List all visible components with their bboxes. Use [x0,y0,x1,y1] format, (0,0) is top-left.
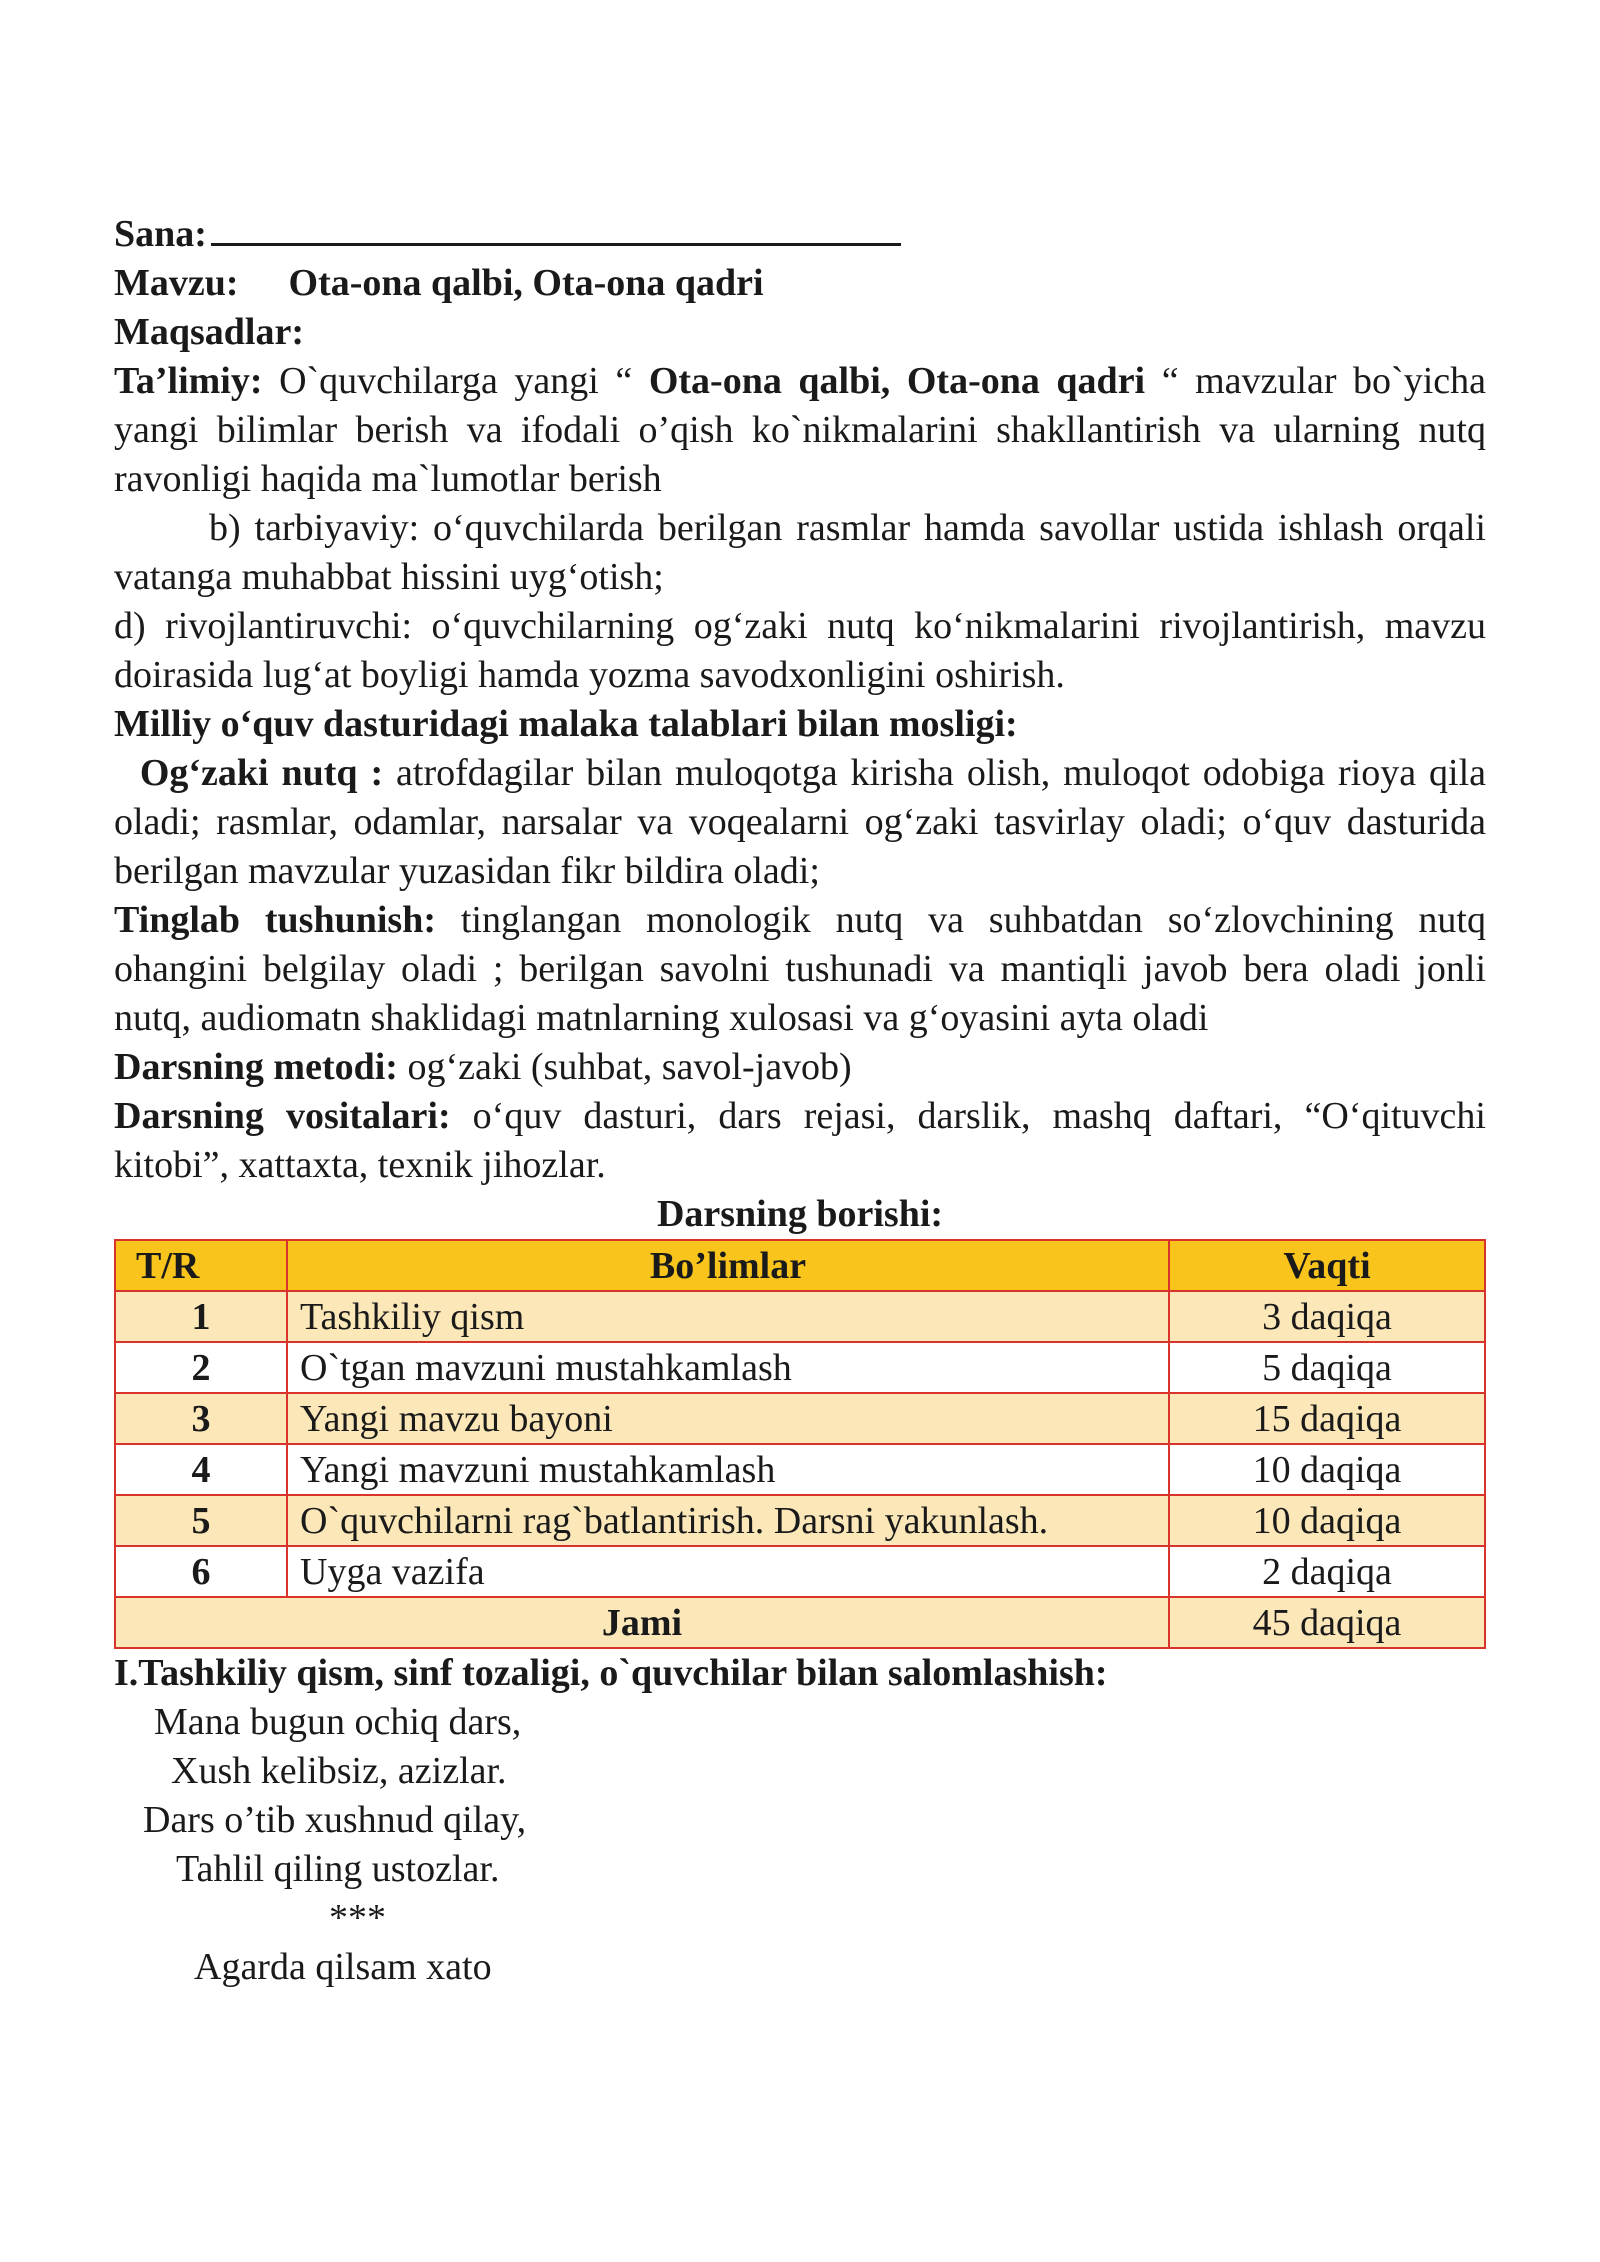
milliy-heading: Milliy o‘quv dasturidagi malaka talablari bilan mosligi: [114,703,1018,745]
row-time: 2 daqiqa [1169,1546,1485,1597]
ogzaki-paragraph [114,749,1486,896]
row-num: 3 [115,1393,287,1444]
lesson-plan-table [114,1239,1486,1649]
table-row [115,1495,1485,1546]
document-page [114,210,1486,1992]
poem-separator: *** [329,1897,386,1939]
row-section: Uyga vazifa [287,1546,1169,1597]
vositalari-text: o‘quv dasturi, dars rejasi, darslik, mashq daftari, “O‘qituvchi kitobi”, xattaxta, texnik jihozlar. [114,1095,1486,1186]
talimiy-text2: “ mavzular bo`yicha yangi bilimlar berish va ifodali o’qish ko`nikmalarini shakllantirish va ularning nutq ravonligi haqida ma`lumotlar berish [114,360,1487,500]
mavzu-value: Ota-ona qalbi, Ota-ona qadri [288,262,764,304]
row-num: 6 [115,1546,287,1597]
row-section: O`tgan mavzuni mustahkamlash [287,1342,1169,1393]
row-num: 1 [115,1291,287,1342]
header-time: Vaqti [1169,1240,1485,1291]
borishi-heading: Darsning borishi: [656,1193,944,1235]
tinglab-paragraph [114,896,1486,1043]
metodi-paragraph [114,1043,1486,1092]
row-section: Yangi mavzu bayoni [287,1393,1169,1444]
poem-line: Dars o’tib xushnud qilay, [143,1799,527,1841]
row-num: 4 [115,1444,287,1495]
poem [114,1698,1486,1992]
table-total-row [115,1597,1485,1648]
row-time: 3 daqiqa [1169,1291,1485,1342]
mavzu-label: Mavzu: [114,262,239,304]
poem-line: Xush kelibsiz, azizlar. [171,1750,507,1792]
sana-label: Sana: [114,213,207,255]
talimiy-text1: O`quvchilarga yangi “ [262,360,649,402]
total-time: 45 daqiqa [1169,1597,1485,1648]
table-row [115,1393,1485,1444]
row-time: 10 daqiqa [1169,1495,1485,1546]
poem-line: Agarda qilsam xato [194,1946,492,1988]
row-num: 5 [115,1495,287,1546]
sana-blank [211,213,901,246]
table-row [115,1291,1485,1342]
header-num: T/R [115,1240,287,1291]
row-time: 5 daqiqa [1169,1342,1485,1393]
talimiy-topic: Ota-ona qalbi, Ota-ona qadri [648,360,1146,402]
tinglab-label: Tinglab tushunish: [114,899,437,941]
poem-line: Mana bugun ochiq dars, [154,1701,522,1743]
metodi-label: Darsning metodi: [114,1046,398,1088]
talimiy-label: Ta’limiy: [114,360,263,402]
row-section: O`quvchilarni rag`batlantirish. Darsni yakunlash. [287,1495,1169,1546]
tarbiyaviy-paragraph: b) tarbiyaviy: o‘quvchilarda berilgan rasmlar hamda savollar ustida ishlash orqali vatanga muhabbat hissini uyg‘otish; [114,507,1486,598]
vositalari-paragraph [114,1092,1486,1190]
table-header-row [115,1240,1485,1291]
metodi-text: og‘zaki (suhbat, savol-javob) [397,1046,852,1088]
ogzaki-label: Og‘zaki nutq : [139,752,384,794]
section1-heading: I.Tashkiliy qism, sinf tozaligi, o`quvchilar bilan salomlashish: [114,1652,1108,1694]
table-row [115,1342,1485,1393]
rivojlantiruvchi-paragraph: d) rivojlantiruvchi: o‘quvchilarning og‘zaki nutq ko‘nikmalarini rivojlantirish, mavzu doirasida lug‘at boyligi hamda yozma savodxonligini oshirish. [114,605,1486,696]
talimiy-paragraph [114,357,1486,504]
table-row [115,1546,1485,1597]
row-time: 15 daqiqa [1169,1393,1485,1444]
row-num: 2 [115,1342,287,1393]
row-section: Tashkiliy qism [287,1291,1169,1342]
row-section: Yangi mavzuni mustahkamlash [287,1444,1169,1495]
ogzaki-text: atrofdagilar bilan muloqotga kirisha olish, muloqot odobiga rioya qila oladi; rasmlar, odamlar, narsalar va voqealarni og‘zaki tasvirlay oladi; o‘quv dasturida berilgan mavzular yuzasidan fikr bildira oladi; [114,752,1486,892]
sana-line [114,210,1486,259]
row-time: 10 daqiqa [1169,1444,1485,1495]
tinglab-text: tinglangan monologik nutq va suhbatdan so‘zlovchining nutq ohangini belgilay oladi ; berilgan savolni tushunadi va mantiqli javob bera oladi jonli nutq, audiomatn shaklidagi matnlarning xulosasi va g‘oyasini ayta oladi [114,899,1486,1039]
vositalari-label: Darsning vositalari: [114,1095,451,1137]
maqsadlar-heading: Maqsadlar: [114,311,304,353]
header-section: Bo’limlar [287,1240,1169,1291]
total-label: Jami [115,1597,1169,1648]
poem-line: Tahlil qiling ustozlar. [176,1848,500,1890]
table-row [115,1444,1485,1495]
mavzu-line [114,259,1486,308]
